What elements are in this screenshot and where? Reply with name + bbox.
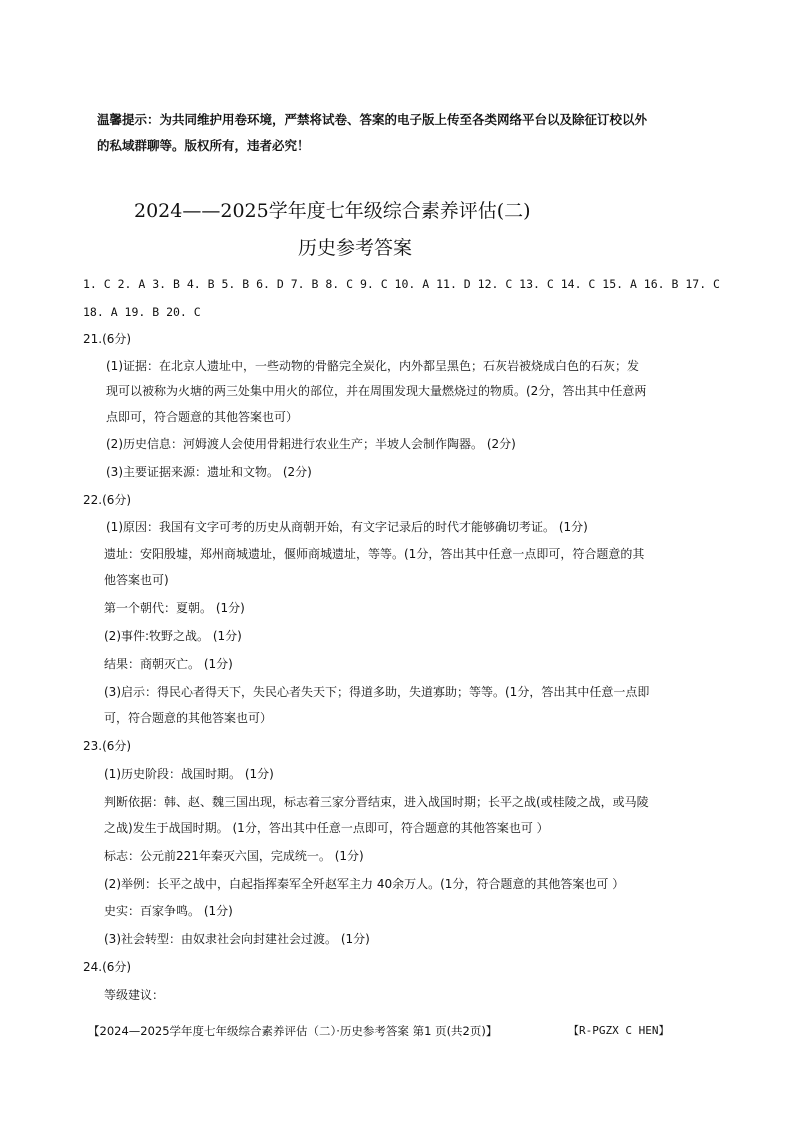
q22-part3-line1: (3)启示：得民心者得天下，失民心者失天下；得道多助，失道寡助；等等。(1分，答出其中任意一点即 — [104, 685, 650, 699]
q22-part1-dynasty: 第一个朝代：夏朝。 (1分) — [104, 601, 245, 615]
q22-part3-line2: 可，符合题意的其他答案也可） — [104, 711, 273, 725]
q21-part1-line2: 现可以被称为火塘的两三处集中用火的部位，并在周围发现大量燃烧过的物质。(2分，答出其中任意两 — [106, 384, 647, 398]
notice-line-2: 的私域群聊等。版权所有，违者必究！ — [97, 138, 310, 153]
page-subtitle: 历史参考答案 — [298, 237, 413, 259]
q21-part2: (2)历史信息：河姆渡人会使用骨耜进行农业生产；半坡人会制作陶器。 (2分) — [106, 437, 516, 451]
q23-part2-fact: 史实：百家争鸣。 (1分) — [104, 904, 233, 918]
q22-part2-result: 结果：商朝灭亡。 (1分) — [104, 657, 233, 671]
q21-heading: 21.(6分) — [83, 332, 132, 346]
choice-answers-line-2: 18. A 19. B 20. C — [83, 305, 201, 319]
q21-part1-line1: (1)证据：在北京人遗址中，一些动物的骨骼完全炭化，内外都呈黑色；石灰岩被烧成白色的石灰；发 — [106, 359, 640, 373]
q22-heading: 22.(6分) — [83, 493, 132, 507]
notice-line-1: 温馨提示：为共同维护用卷环境，严禁将试卷、答案的电子版上传至各类网络平台以及除征订校以外 — [97, 112, 648, 127]
q23-part1-basis-line1: 判断依据：韩、赵、魏三国出现，标志着三家分晋结束，进入战国时期；长平之战(或桂陵之战，或马陵 — [104, 795, 649, 809]
footer-left: 【2024—2025学年度七年级综合素养评估（二）·历史参考答案 第1 页(共2页)】 — [88, 1024, 498, 1038]
q23-part1-basis-line2: 之战)发生于战国时期。 (1分，答出其中任意一点即可，符合题意的其他答案也可 ） — [104, 821, 549, 835]
q24-heading: 24.(6分) — [83, 960, 132, 974]
q23-part1: (1)历史阶段：战国时期。 (1分) — [104, 767, 274, 781]
page-title: 2024——2025学年度七年级综合素养评估(二) — [134, 200, 531, 222]
q23-part3: (3)社会转型：由奴隶社会向封建社会过渡。 (1分) — [104, 932, 370, 946]
q23-part1-sign: 标志：公元前221年秦灭六国，完成统一。 (1分) — [104, 849, 364, 863]
q22-part1-sites-line2: 他答案也可) — [104, 573, 169, 587]
q22-part2: (2)事件:牧野之战。 (1分) — [104, 629, 242, 643]
choice-answers-line-1: 1. C 2. A 3. B 4. B 5. B 6. D 7. B 8. C 9. C 10. A 11. D 12. C 13. C 14. C 15. A 16. B 17. C — [83, 277, 720, 291]
q21-part1-line3: 点即可，符合题意的其他答案也可） — [106, 410, 299, 424]
q22-part1: (1)原因：我国有文字可考的历史从商朝开始，有文字记录后的时代才能够确切考证。 (1分) — [106, 520, 588, 534]
q21-part3: (3)主要证据来源：遗址和文物。 (2分) — [106, 465, 312, 479]
q24-grade-suggestion: 等级建议： — [104, 988, 165, 1002]
footer-right: 【R-PGZX C HEN】 — [568, 1024, 670, 1037]
q22-part1-sites-line1: 遗址：安阳殷墟，郑州商城遗址，偃师商城遗址，等等。(1分，答出其中任意一点即可，符合题意的其 — [104, 547, 645, 561]
q23-heading: 23.(6分) — [83, 739, 132, 753]
q23-part2: (2)举例：长平之战中，白起指挥秦军全歼赵军主力 40余万人。(1分，符合题意的其他答案也可 ） — [104, 877, 625, 891]
